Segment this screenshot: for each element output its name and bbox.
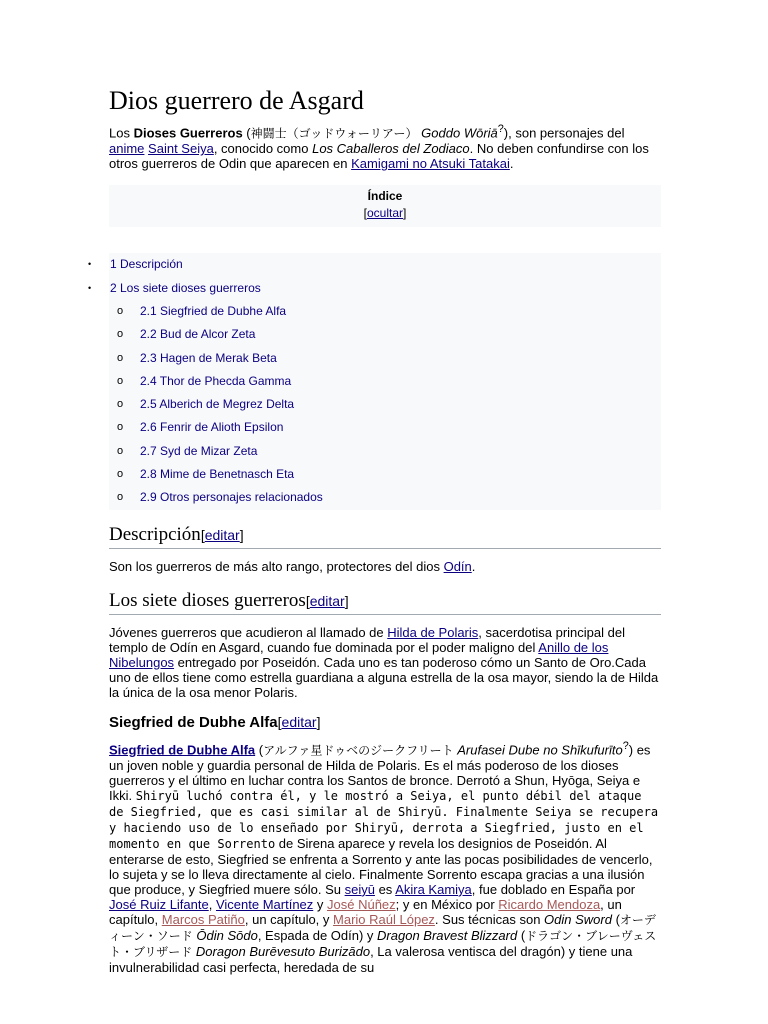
circle-bullet-icon: o [117,398,124,411]
toc-item-label[interactable]: 2.7 Syd de Mizar Zeta [140,443,258,458]
jose-nunez-link[interactable]: José Núñez [327,896,396,912]
siegfried-paragraph: Siegfried de Dubhe Alfa (アルファ星ドゥベのジークフリート Arufasei Dube no Shīkufurīto?) es un joven noble y guardia personal de Hilda de Polaris. Es el más poderoso de los dioses guerreros y el último en luchar contra los Santos de bronce. Derrotó a Shun, Hyōga, Seiya e Ikki. Shiryū luchó contra él, y le mostró a Seiya, el punto débil del ataque de Siegfried, que es casi similar al de Shiryū. Finalmente Seiya se recupera y haciendo uso de lo enseñado por Shiryū, derrota a Siegfried, justo en el momento en que Sorrento de Sirena aparece y revela los designios de Poseidón. Al enterarse de esto, Siegfried se enfrenta a Sorrento y ante las pocas posibilidades de vencerlo, lo sujeta y se lo lleva directamente al cielo. Finalmente Sorrento escapa gracias a una ilusión que produce, y Siegfried muere sólo. Su seiyū es Akira Kamiya, fue doblado en España por José Ruiz Lifante, Vicente Martínez y José Núñez; y en México por Ricardo Mendoza, un capítulo, Marcos Patiño, un capítulo, y Mario Raúl López. Sus técnicas son Odin Sword (オーディーン・ソード Ōdin Sōdo, Espada de Odín) y Dragon Bravest Blizzard (ドラゴン・ブレーヴェスト・ブリザード Doragon Burēvesuto Burizādo, La valerosa ventisca del dragón) y tiene una invulnerabilidad casi perfecta, heredada de su [109,739,659,975]
table-of-contents [109,185,661,227]
toc-title: Índice [367,189,403,204]
toc-item-label[interactable]: 2.3 Hagen de Merak Beta [140,350,277,365]
mario-link[interactable]: Mario Raúl López [333,911,435,927]
page-title: Dios guerrero de Asgard [109,86,364,115]
circle-bullet-icon: o [117,374,124,387]
edit-section: [editar] [200,526,244,543]
toc-item[interactable] [109,440,661,463]
section-heading-descripcion: Descripción[editar] [109,524,661,549]
toc-item[interactable] [109,323,661,346]
toc-header [109,185,661,227]
subsection-heading-siegfried: Siegfried de Dubhe Alfa[editar] [109,713,321,731]
toc-item-label[interactable]: 2.6 Fenrir de Alioth Epsilon [140,420,284,435]
circle-bullet-icon: o [117,328,124,341]
akira-link[interactable]: Akira Kamiya [395,881,472,897]
vicente-link[interactable]: Vicente Martínez [215,896,314,912]
saint-seiya-link[interactable]: Saint Seiya [148,141,214,157]
toc-item[interactable] [109,347,661,370]
descripcion-paragraph: Son los guerreros de más alto rango, protectores del dios Odín. [109,558,476,574]
ricardo-link[interactable]: Ricardo Mendoza [498,896,601,912]
toc-item[interactable] [88,253,661,276]
toc-item-label[interactable]: 2 Los siete dioses guerreros [110,280,261,295]
circle-bullet-icon: o [117,304,124,317]
siete-paragraph: Jóvenes guerreros que acudieron al llamado de Hilda de Polaris, sacerdotisa principal del templo de Odín en Asgard, cuando fue dominada por el poder maligno del Anillo de los Nibelungos entregado por Poseidón. Cada uno es tan poderoso cómo un Santo de Oro.Cada uno de ellos tiene como estrella guardiana a alguna estrella de la osa mayor, siendo la de Hilda la única de la osa menor Polaris. [109,624,659,700]
jose-ruiz-link[interactable]: José Ruiz Lifante [109,896,209,912]
toc-item[interactable] [109,463,661,486]
edit-section: [editar] [305,592,349,609]
edit-link[interactable]: editar [281,713,317,730]
edit-section: [editar] [277,713,321,730]
edit-link[interactable]: editar [204,526,240,543]
toc-item[interactable] [109,370,661,393]
anillo-link[interactable]: Anillo de los Nibelungos [109,639,609,670]
circle-bullet-icon: o [117,421,124,434]
odin-link[interactable]: Odín [443,558,472,574]
toc-item[interactable] [109,300,661,323]
toc-item-label[interactable]: 2.8 Mime de Benetnasch Eta [140,467,295,481]
kamigami-link[interactable]: Kamigami no Atsuki Tatakai [351,156,510,172]
japanese-name: 神闘士（ゴッドウォーリアー） [250,126,418,141]
intro-bold-term: Dioses Guerreros [133,125,243,141]
anime-link[interactable]: anime [109,141,145,157]
toc-item[interactable] [88,277,661,300]
intro-paragraph: Los Dioses Guerreros (神闘士（ゴッドウォーリアー） Goddo Wōriā?), son personajes del anime Saint Seiya, conocido como Los Caballeros del Zodiaco. No deben confundirse con los otros guerreros de Odin que aparecen en Kamigami no Atsuki Tatakai. [109,123,649,172]
toc-item-label[interactable]: 2.9 Otros personajes relacionados [140,490,323,505]
bullet-icon: • [88,259,92,270]
toc-hide-link[interactable]: ocultar [366,206,404,221]
siegfried-link[interactable]: Siegfried de Dubhe Alfa [109,741,256,757]
article [88,86,661,975]
circle-bullet-icon: o [117,351,124,364]
circle-bullet-icon: o [117,491,124,504]
toc-toggle: [ocultar] [363,206,407,221]
toc-item-label[interactable]: 1 Descripción [110,257,183,272]
toc-item-label[interactable]: 2.4 Thor de Phecda Gamma [140,373,292,388]
toc-item[interactable] [109,486,661,509]
bullet-icon: • [88,282,92,293]
marcos-link[interactable]: Marcos Patiño [161,911,245,927]
hilda-link[interactable]: Hilda de Polaris [387,624,479,640]
circle-bullet-icon: o [117,444,124,457]
toc-item[interactable] [109,416,661,439]
toc-list [88,253,661,509]
toc-item-label[interactable]: 2.1 Siegfried de Dubhe Alfa [140,303,287,318]
toc-item-label[interactable]: 2.2 Bud de Alcor Zeta [140,327,256,342]
seiyu-link[interactable]: seiyū [344,881,375,897]
section-heading-siete: Los siete dioses guerreros[editar] [109,590,661,615]
edit-link[interactable]: editar [309,592,345,609]
toc-item[interactable] [109,393,661,416]
circle-bullet-icon: o [117,468,124,480]
toc-item-label[interactable]: 2.5 Alberich de Megrez Delta [140,397,295,412]
